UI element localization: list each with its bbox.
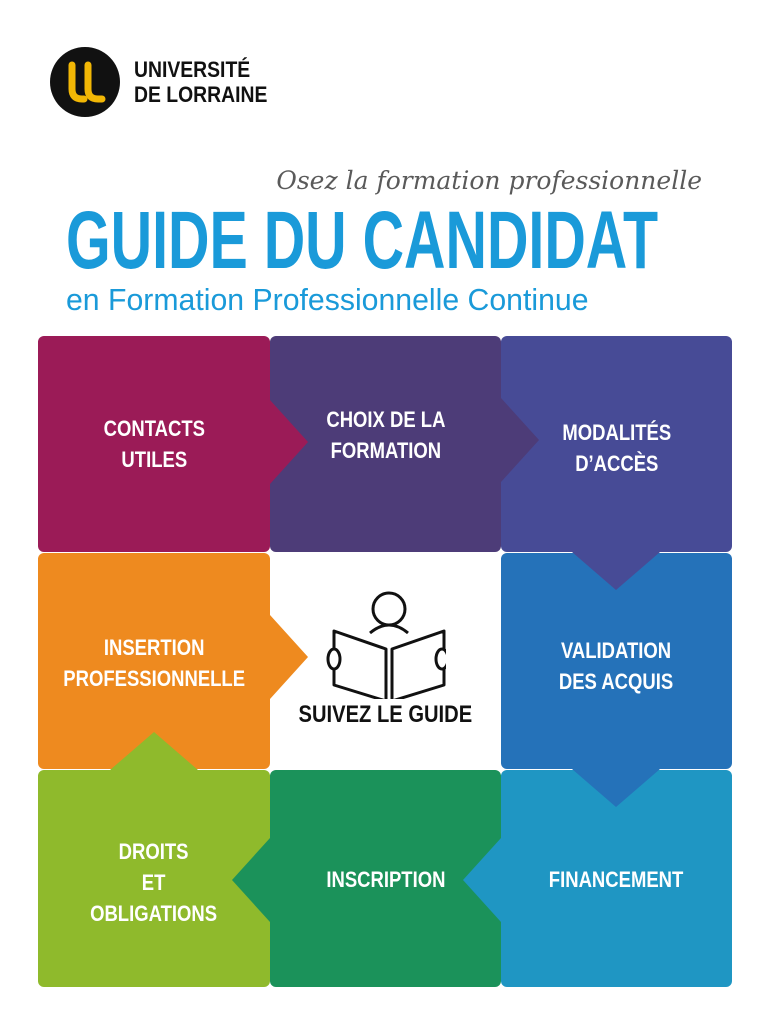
tagline: Osez la formation professionnelle (276, 166, 702, 195)
reader-icon (326, 589, 446, 699)
arrow-left-icon (463, 838, 501, 922)
arrow-up-icon (110, 732, 198, 770)
arrow-down-icon (572, 552, 660, 590)
step-contacts-utiles[interactable] (38, 336, 270, 552)
step-label-line2: PROFESSIONNELLE (63, 666, 245, 691)
arrow-down-icon (572, 769, 660, 807)
arrow-right-icon (270, 615, 308, 699)
step-label-line2: UTILES (121, 447, 187, 472)
step-label-line2: D’ACCÈS (574, 451, 659, 476)
step-label-line1: CHOIX DE LA (325, 407, 446, 432)
center-label: SUIVEZ LE GUIDE (298, 701, 473, 728)
university-name (134, 57, 267, 107)
step-label-line1: CONTACTS (103, 416, 205, 441)
arrow-right-icon (270, 400, 308, 484)
university-name-line2: DE LORRAINE (134, 82, 268, 107)
ul-monogram-icon (50, 47, 120, 117)
arrow-left-icon (232, 838, 270, 922)
university-logo (50, 47, 290, 119)
step-label-line2: FORMATION (330, 438, 441, 463)
page-title: GUIDE DU CANDIDAT (66, 195, 659, 286)
step-label-line1: DROITS (119, 839, 189, 864)
step-label-line1: INSERTION (103, 635, 205, 660)
step-label-line1: INSCRIPTION (325, 867, 446, 892)
step-label-line2: DES ACQUIS (559, 669, 674, 694)
step-label-line1: VALIDATION (561, 638, 672, 663)
arrow-right-icon (501, 398, 539, 482)
step-label-line2: ET (142, 870, 166, 895)
step-label-line1: MODALITÉS (562, 420, 671, 445)
page-subtitle: en Formation Professionnelle Continue (66, 282, 589, 317)
university-name-line1: UNIVERSITÉ (134, 57, 251, 82)
step-label-line1: FINANCEMENT (549, 867, 684, 892)
step-label-line3: OBLIGATIONS (90, 901, 218, 926)
